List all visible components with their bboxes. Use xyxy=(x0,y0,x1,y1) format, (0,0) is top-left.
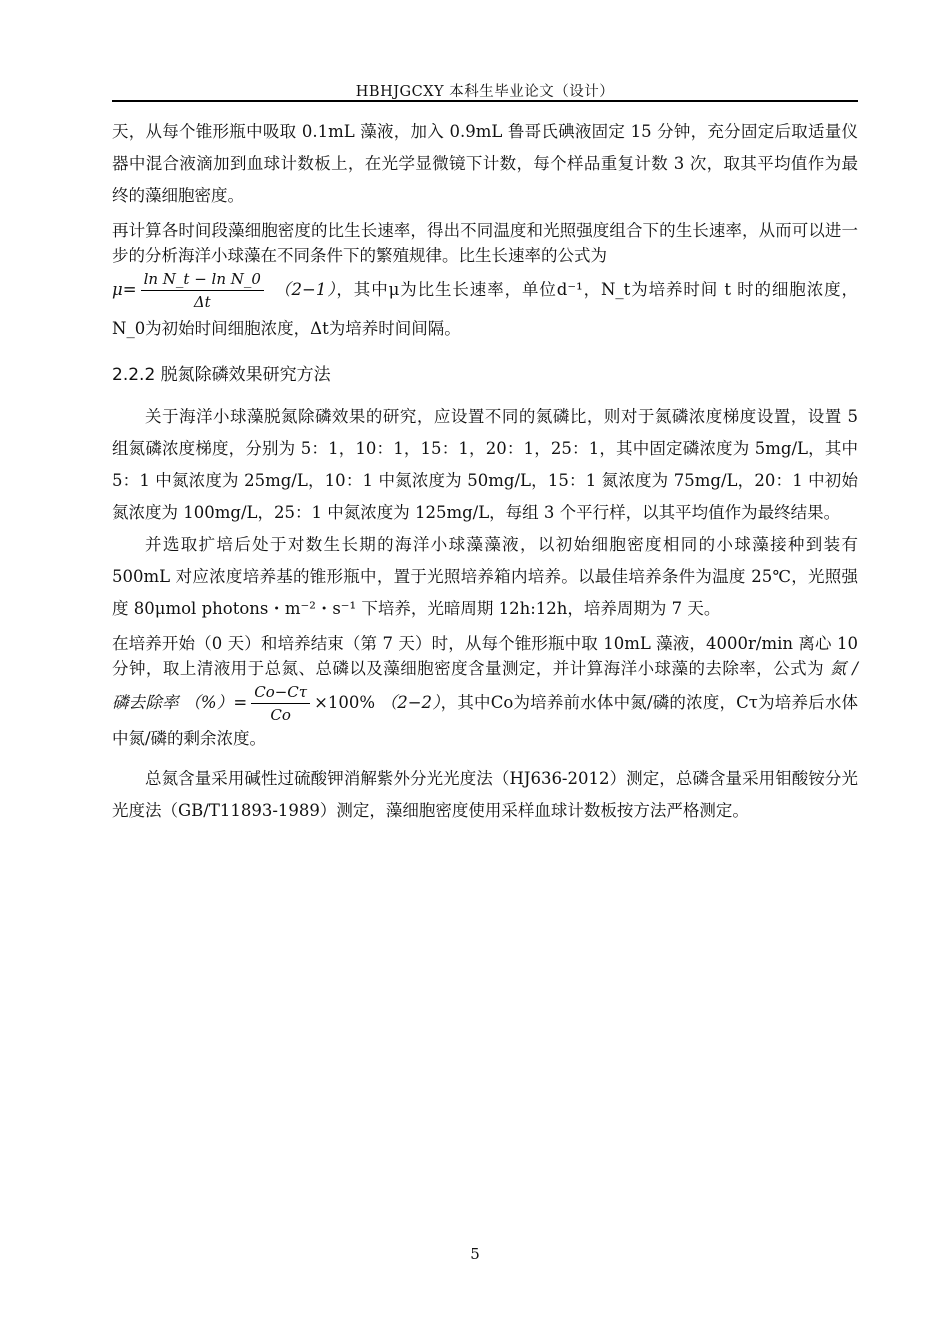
paragraph-growth-rate xyxy=(112,218,858,268)
formula-2-2-tag: （2−2） xyxy=(380,693,441,712)
formula-2-1-explanation: ，其中μ为比生长速率，单位d⁻¹，N_t为培养时间 t 时的细胞浓度，N_0为初始时间细胞浓度，Δt为培养时间间隔。 xyxy=(112,280,859,338)
growth-rate-intro: 再计算各时间段藻细胞密度的比生长速率，得出不同温度和光照强度组合下的生长速率，从而可以进一步的分析海洋小球藻在不同条件下的繁殖规律。比生长速率的公式为 xyxy=(112,221,858,265)
formula-2-1-tag: （2−1） xyxy=(274,280,337,299)
formula-2-2-tail: ×100% xyxy=(314,693,376,712)
paragraph-growth-formula xyxy=(112,268,858,345)
page-number: 5 xyxy=(470,1245,480,1263)
paragraph-np-ratio: 关于海洋小球藻脱氮除磷效果的研究，应设置不同的氮磷比，则对于氮磷浓度梯度设置，设置 5 组氮磷浓度梯度，分别为 5：1，10：1，15：1，20：1，25：1，其中固定磷浓度为 5mg/L，其中 5：1 中氮浓度为 25mg/L，10：1 中氮浓度为 50mg/L，15：1 氮浓度为 75mg/L，20：1 中初始氮浓度为 100mg/L，25：1 中氮浓度为 125mg/L，每组 3 个平行样，以其平均值作为最终结果。 xyxy=(112,407,858,522)
header-rule xyxy=(112,100,858,102)
paragraph-culture-conditions: 并选取扩培后处于对数生长期的海洋小球藻藻液，以初始细胞密度相同的小球藻接种到装有 500mL 对应浓度培养基的锥形瓶中，置于光照培养箱内培养。以最佳培养条件为温度 25℃，光照强度 80μmol photons・m⁻²・s⁻¹ 下培养，光暗周期 12h:12h，培养周期为 7 天。 xyxy=(112,535,858,618)
formula-2-2-lhs: 氮 / 磷去除率 （%）= xyxy=(112,659,858,712)
paragraph-measurement-methods: 总氮含量采用碱性过硫酸钾消解紫外分光光度法（HJ636-2012）测定，总磷含量采用钼酸铵分光光度法（GB/T11893-1989）测定，藻细胞密度使用采样血球计数板按方法严格测定。 xyxy=(112,769,858,820)
formula-2-1-lhs: μ= xyxy=(112,280,137,299)
removal-rate-intro: 在培养开始（0 天）和培养结束（第 7 天）时，从每个锥形瓶中取 10mL 藻液，4000r/min 离心 10 分钟，取上清液用于总氮、总磷以及藻细胞密度含量测定，并计算海洋小球藻的去除率，公式为 xyxy=(112,634,858,678)
formula-2-2-fraction xyxy=(251,681,310,726)
paragraph-cell-counting: 天，从每个锥形瓶中吸取 0.1mL 藻液，加入 0.9mL 鲁哥氏碘液固定 15 分钟，充分固定后取适量仪器中混合液滴加到血球计数板上，在光学显微镜下计数，每个样品重复计数 3 次，取其平均值作为最终的藻细胞密度。 xyxy=(112,122,858,205)
formula-2-2-denominator: Co xyxy=(270,706,291,724)
formula-2-1-numerator: ln N_t − ln N_0 xyxy=(141,268,264,291)
section-title-2-2-2: 2.2.2 脱氮除磷效果研究方法 xyxy=(112,365,331,385)
formula-2-1-denominator: Δt xyxy=(193,293,211,311)
page-body xyxy=(112,116,858,827)
paragraph-removal-rate xyxy=(112,631,858,751)
formula-2-1-fraction xyxy=(141,268,264,313)
formula-2-2-numerator: Co−Cτ xyxy=(251,681,310,704)
running-header: HBHJGCXY 本科生毕业论文（设计） xyxy=(355,84,615,100)
formula-2-2-explanation: ，其中Co为培养前水体中氮/磷的浓度，Cτ为培养后水体中氮/磷的剩余浓度。 xyxy=(112,693,859,748)
